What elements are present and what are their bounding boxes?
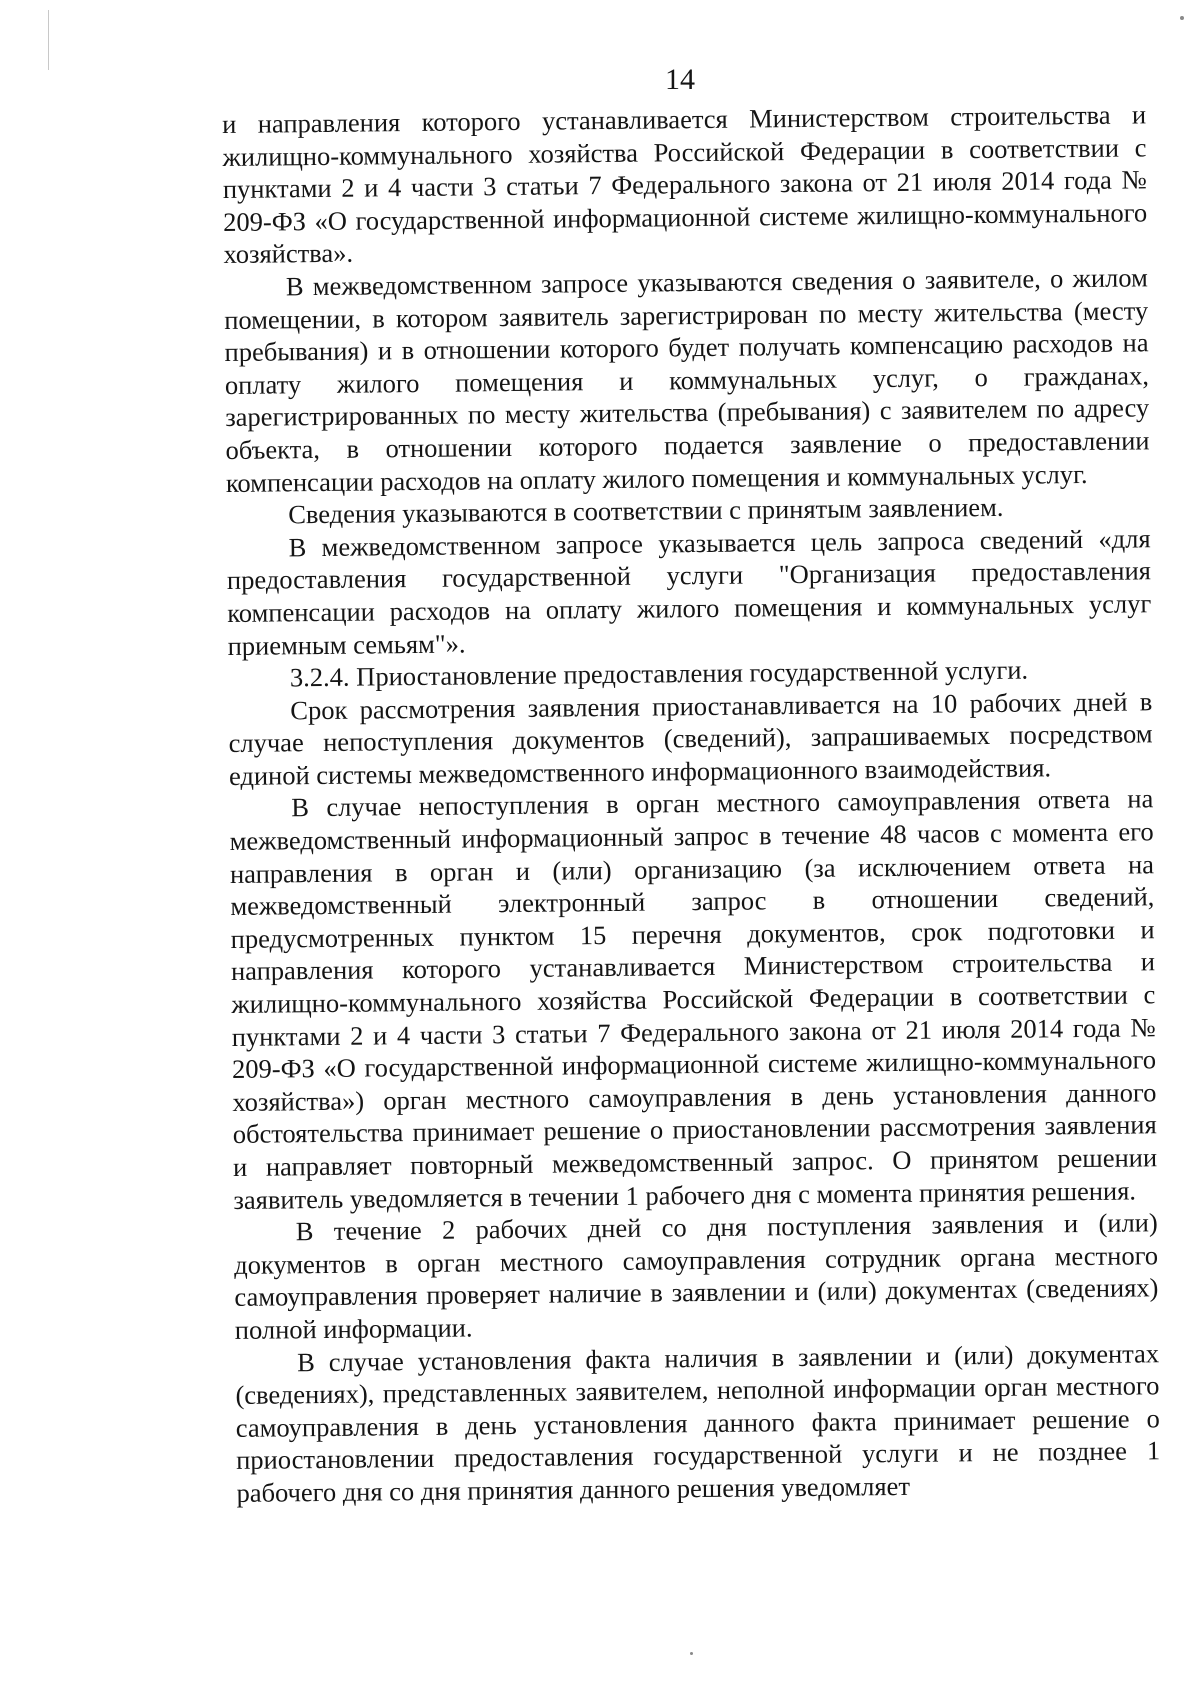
paragraph-continuation: и направления которого устанавливается Министерством строительства и жилищно-коммунального хозяйства Российской Федерации в соответствии с пунктами 2 и 4 части 3 статьи 7 Федерального закона от 21 июля 2014 года № 209-ФЗ «О государственной информационной системе жилищно-коммунального хозяйства».: [222, 99, 1148, 270]
scan-speck: [1180, 16, 1184, 20]
page-number: 14: [665, 63, 695, 96]
paragraph: В течение 2 рабочих дней со дня поступления заявления и (или) документов в орган местного самоуправления сотрудник органа местного самоуправления проверяет наличие в заявлении и (или) документах (сведениях) полной информации.: [233, 1207, 1159, 1345]
paragraph: Сведения указываются в соответствии с принятым заявлением.: [288, 491, 1004, 530]
paragraph: В межведомственном запросе указываются сведения о заявителе, о жилом помещении, в котором заявитель зарегистрирован по месту жительства (месту пребывания) и в отношении которого будет получать компенсацию расходов на оплату жилого помещения и коммунальных услуг, о гражданах, зарегистрированных по месту жительства (пребывания) с заявителем по адресу объекта, в отношении которого подается заявление о предоставлении компенсации расходов на оплату жилого помещения и коммунальных услуг.: [224, 262, 1150, 498]
paragraph: В межведомственном запросе указывается цель запроса сведений «для предоставления государственной услуги "Организация предоставления компенсации расходов на оплату жилого помещения и коммунальных услуг приемным семьям"».: [226, 523, 1152, 661]
paragraph: Срок рассмотрения заявления приостанавливается на 10 рабочих дней в случае непоступления документов (сведений), запрашиваемых посредством единой системы межведомственного информационного взаимодействия.: [228, 685, 1153, 791]
scan-edge-mark: [48, 10, 49, 70]
paragraph: В случае установления факта наличия в заявлении и (или) документах (сведениях), представленных заявителем, неполной информации орган местного самоуправления в день установления данного факта принимает решение о приостановлении предоставления государственной услуги и не позднее 1 рабочего дня со дня принятия данного решения уведомляет: [235, 1337, 1161, 1508]
document-body: [222, 98, 1161, 1509]
paragraph: В случае непоступления в орган местного самоуправления ответа на межведомственный информационный запрос в течение 48 часов с момента его направления в орган и (или) организацию (за исключением ответа на межведомственный электронный запрос в отношении сведений, предусмотренных пунктом 15 перечня документов, срок подготовки и направления которого устанавливается Министерством строительства и жилищно-коммунального хозяйства Российской Федерации в соответствии с пунктами 2 и 4 части 3 статьи 7 Федерального закона от 21 июля 2014 года № 209-ФЗ «О государственной информационной системе жилищно-коммунального хозяйства») орган местного самоуправления в день установления данного обстоятельства принимает решение о приостановлении рассмотрения заявления и направляет повторный межведомственный запрос. О принятом решении заявитель уведомляется в течении 1 рабочего дня с момента принятия решения.: [229, 783, 1158, 1215]
scan-speck: [690, 1652, 693, 1655]
section-heading: 3.2.4. Приостановление предоставления государственной услуги.: [289, 654, 1029, 693]
